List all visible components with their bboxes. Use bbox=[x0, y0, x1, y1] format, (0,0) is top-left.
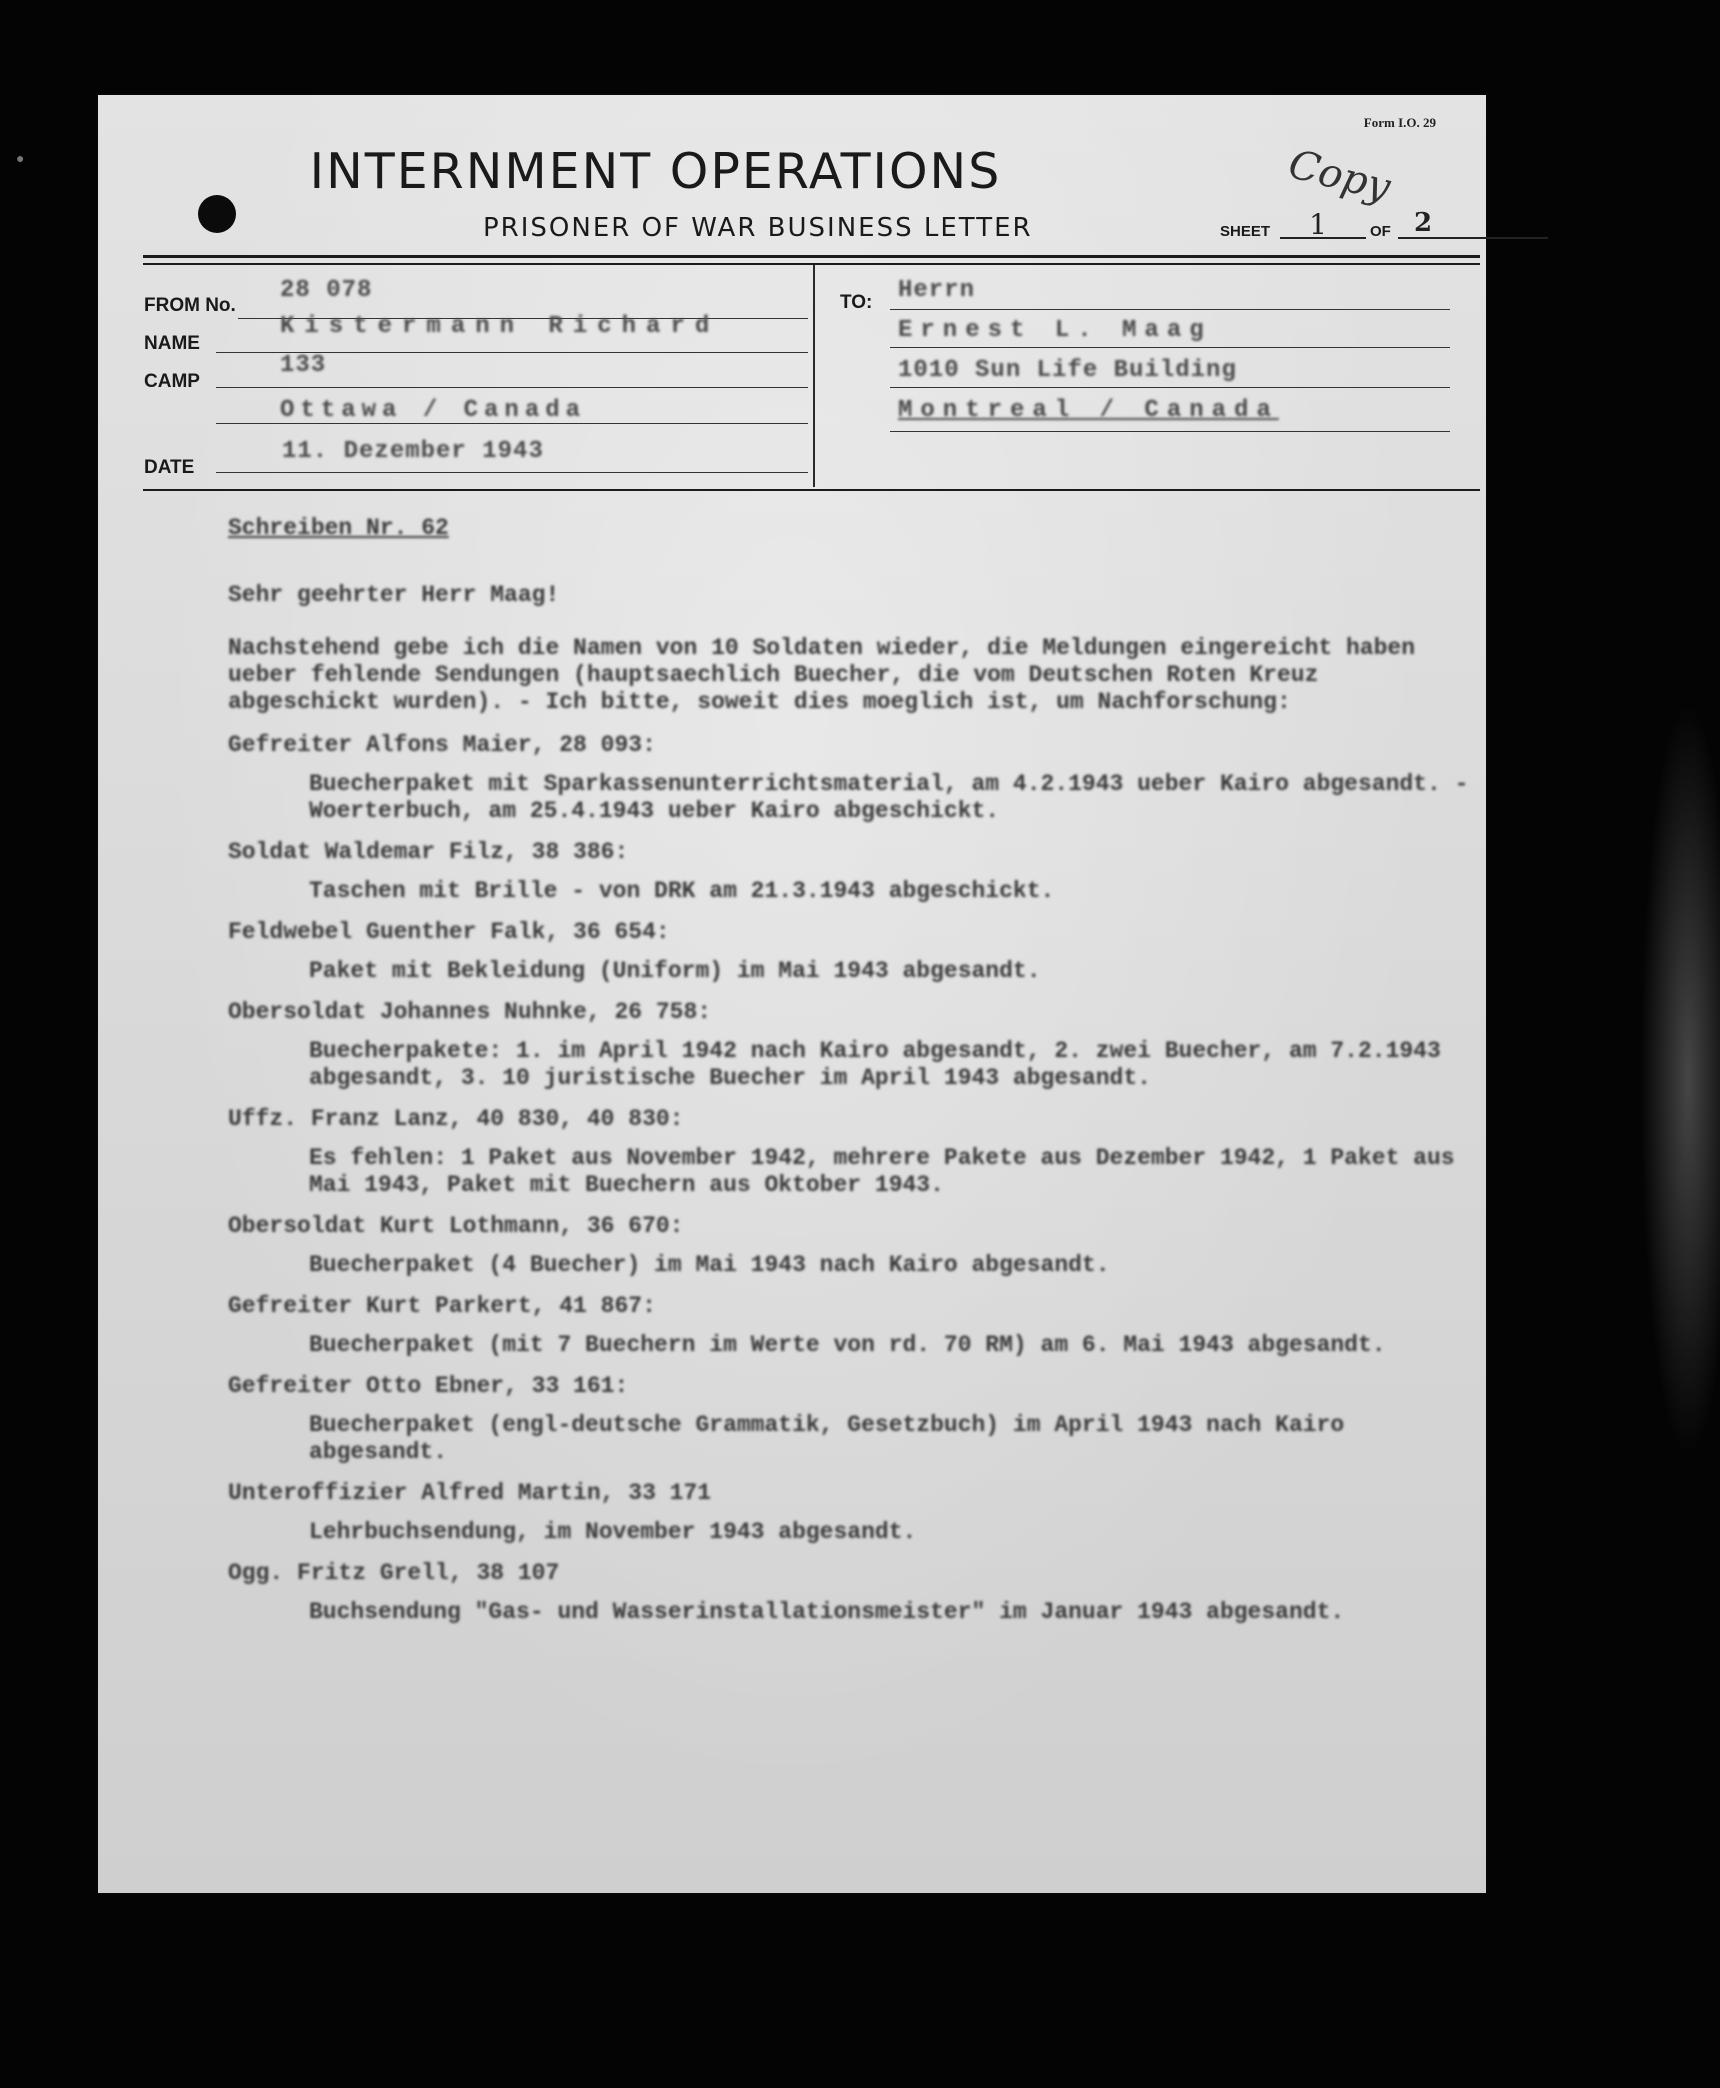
header-rule bbox=[143, 255, 1480, 258]
to-city-value: Montreal / Canada bbox=[898, 397, 1279, 424]
form-number: Form I.O. 29 bbox=[1363, 115, 1436, 130]
claim-entry bbox=[228, 1373, 1478, 1466]
claim-soldier: Gefreiter Otto Ebner, 33 161: bbox=[228, 1373, 629, 1399]
claim-entry bbox=[228, 919, 1478, 985]
header-rule-thin bbox=[143, 263, 1480, 265]
claim-soldier: Unteroffizier Alfred Martin, 33 171 bbox=[228, 1480, 712, 1506]
to-name-value: Ernest L. Maag bbox=[898, 317, 1212, 344]
to-line-4 bbox=[890, 431, 1450, 432]
sheet-label: SHEET bbox=[1220, 223, 1271, 240]
from-number-value: 28 078 bbox=[280, 277, 373, 304]
date-label: DATE bbox=[144, 457, 195, 478]
claim-entry bbox=[228, 732, 1478, 825]
address-divider bbox=[813, 265, 815, 487]
claim-soldier: Gefreiter Kurt Parkert, 41 867: bbox=[228, 1293, 656, 1319]
camp-line bbox=[216, 387, 808, 388]
sheet-total-line bbox=[1398, 237, 1548, 239]
form-title: INTERNMENT OPERATIONS bbox=[309, 143, 1002, 200]
to-label: TO: bbox=[840, 292, 873, 313]
name-label: NAME bbox=[144, 333, 200, 354]
claim-soldier: Ogg. Fritz Grell, 38 107 bbox=[228, 1560, 560, 1586]
from-camp-value: 133 bbox=[280, 352, 327, 379]
from-location-value: Ottawa / Canada bbox=[280, 397, 587, 424]
film-edge-mark: ● bbox=[16, 150, 25, 166]
claim-soldier: Gefreiter Alfons Maier, 28 093: bbox=[228, 732, 656, 758]
letter-salutation: Sehr geehrter Herr Maag! bbox=[228, 582, 560, 608]
claim-entry bbox=[228, 1106, 1478, 1199]
punch-hole bbox=[198, 195, 236, 233]
claim-details: Paket mit Bekleidung (Uniform) im Mai 1943 abgesandt. bbox=[309, 958, 1041, 984]
claim-entry bbox=[228, 999, 1478, 1092]
to-line-3 bbox=[890, 387, 1450, 388]
claim-soldier: Obersoldat Kurt Lothmann, 36 670: bbox=[228, 1213, 684, 1239]
letter-reference: Schreiben Nr. 62 bbox=[228, 515, 449, 541]
from-no-label: FROM No. bbox=[144, 295, 236, 316]
address-block-rule bbox=[143, 489, 1480, 491]
claim-entry bbox=[228, 1560, 1478, 1626]
sheet-number-line bbox=[1280, 237, 1366, 239]
claim-details: Es fehlen: 1 Paket aus November 1942, mehrere Pakete aus Dezember 1942, 1 Paket aus Mai 1943, Paket mit Buechern aus Oktober 1943. bbox=[309, 1145, 1455, 1198]
sheet-of-label: OF bbox=[1370, 223, 1391, 240]
from-name-value: Kistermann Richard bbox=[280, 313, 720, 340]
claim-details: Buecherpaket mit Sparkassenunterrichtsmaterial, am 4.2.1943 ueber Kairo abgesandt. - Woerterbuch, am 25.4.1943 ueber Kairo abgeschickt. bbox=[309, 771, 1469, 824]
claim-details: Buecherpakete: 1. im April 1942 nach Kairo abgesandt, 2. zwei Buecher, am 7.2.1943 abgesandt, 3. 10 juristische Buecher im April 1943 abgesandt. bbox=[309, 1038, 1441, 1091]
claim-soldier: Soldat Waldemar Filz, 38 386: bbox=[228, 839, 629, 865]
claim-entry bbox=[228, 1293, 1478, 1359]
camp-label: CAMP bbox=[144, 371, 200, 392]
letter-sheet bbox=[98, 95, 1486, 1893]
film-glare bbox=[1640, 700, 1720, 1460]
claim-details: Buchsendung "Gas- und Wasserinstallationsmeister" im Januar 1943 abgesandt. bbox=[309, 1599, 1345, 1625]
claim-soldier: Obersoldat Johannes Nuhnke, 26 758: bbox=[228, 999, 712, 1025]
date-line bbox=[216, 472, 808, 473]
to-line-2 bbox=[890, 347, 1450, 348]
to-address-value: 1010 Sun Life Building bbox=[898, 357, 1237, 384]
form-subtitle: PRISONER OF WAR BUSINESS LETTER bbox=[483, 213, 1033, 243]
to-line-1 bbox=[890, 309, 1450, 310]
letter-body bbox=[228, 515, 1478, 1640]
claim-entry bbox=[228, 1480, 1478, 1546]
claim-entry bbox=[228, 839, 1478, 905]
claim-soldier: Uffz. Franz Lanz, 40 830, 40 830: bbox=[228, 1106, 684, 1132]
claim-details: Lehrbuchsendung, im November 1943 abgesandt. bbox=[309, 1519, 917, 1545]
claim-details: Buecherpaket (4 Buecher) im Mai 1943 nach Kairo abgesandt. bbox=[309, 1252, 1110, 1278]
claim-entry bbox=[228, 1213, 1478, 1279]
from-date-value: 11. Dezember 1943 bbox=[282, 438, 544, 465]
copy-handwritten-mark: Copy bbox=[1283, 141, 1395, 211]
sheet-number: 1 bbox=[1309, 208, 1327, 241]
to-salutation-value: Herrn bbox=[898, 277, 976, 304]
claim-details: Buecherpaket (engl-deutsche Grammatik, Gesetzbuch) im April 1943 nach Kairo abgesandt. bbox=[309, 1412, 1345, 1465]
letter-intro: Nachstehend gebe ich die Namen von 10 Soldaten wieder, die Meldungen eingereicht haben ueber fehlende Sendungen (hauptsaechlich Buecher, die vom Deutschen Roten Kreuz abgeschickt wurden). - Ich bitte, soweit dies moeglich ist, um Nachforschung: bbox=[228, 635, 1415, 715]
claim-soldier: Feldwebel Guenther Falk, 36 654: bbox=[228, 919, 670, 945]
claim-details: Buecherpaket (mit 7 Buechern im Werte von rd. 70 RM) am 6. Mai 1943 abgesandt. bbox=[309, 1332, 1386, 1358]
claim-details: Taschen mit Brille - von DRK am 21.3.1943 abgeschickt. bbox=[309, 878, 1055, 904]
sheet-total: 2 bbox=[1413, 208, 1433, 238]
